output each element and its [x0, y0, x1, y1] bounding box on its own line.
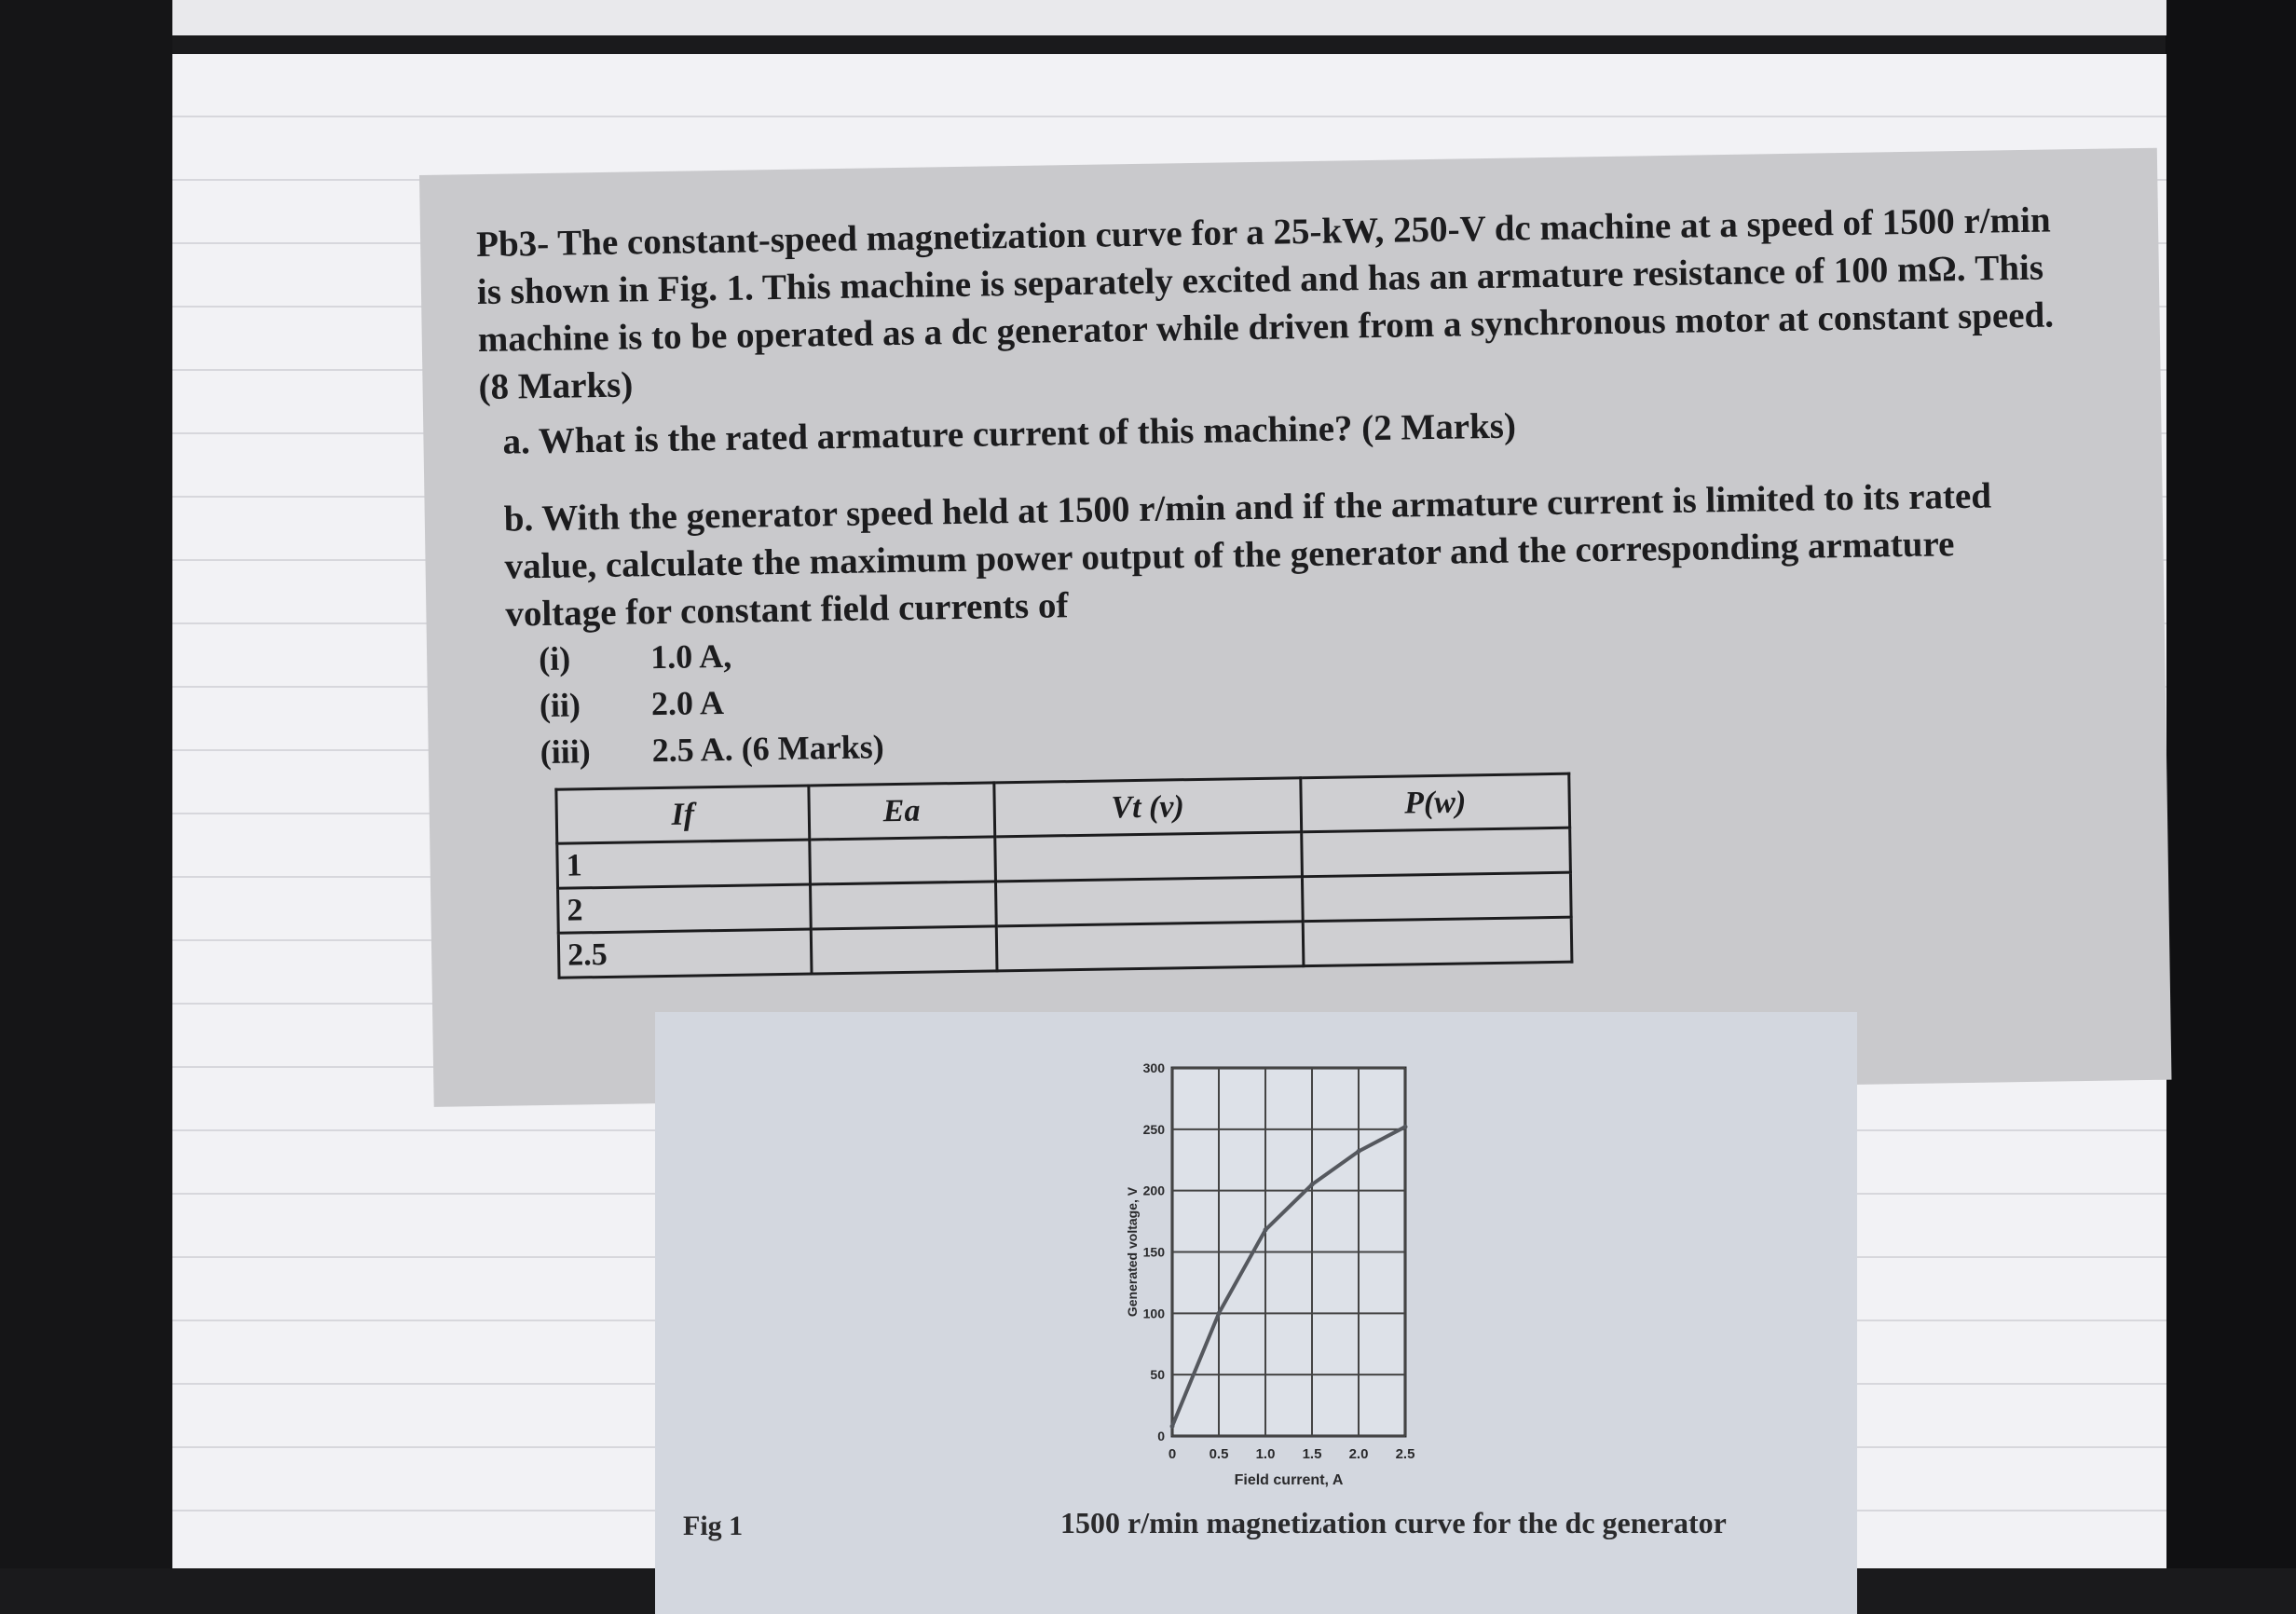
x-tick-label: 2.0	[1348, 1446, 1369, 1462]
table-cell	[811, 882, 996, 929]
row-label-2: 2	[558, 884, 812, 933]
option-iii-number: (iii)	[540, 732, 592, 772]
y-tick-label: 50	[1150, 1367, 1165, 1383]
figure-label: Fig 1	[683, 1511, 744, 1541]
y-tick-label: 200	[1142, 1183, 1165, 1198]
screen-top-strip	[172, 0, 2166, 35]
x-axis-label: Field current, A	[1234, 1472, 1344, 1488]
data-point	[1170, 1424, 1175, 1429]
table-cell	[810, 837, 995, 884]
option-i-text: 1.0 A,	[649, 636, 732, 677]
row-label-1: 1	[557, 840, 811, 888]
y-tick-label: 0	[1157, 1429, 1165, 1443]
x-tick-label: 2.5	[1395, 1446, 1415, 1462]
x-tick-label: 1.0	[1255, 1446, 1276, 1462]
problem-intro: Pb3- The constant-speed magnetization curve for a 25-kW, 250-V dc machine at a speed of 1500 r/min is shown in Fig. 1. This machine is separately excited and has an armature resistance of 100 mΩ. This machine is to be operated as a dc generator while driven from a synchronous motor at constant speed. (8 Marks)	[475, 199, 2055, 408]
table-cell	[1303, 917, 1572, 966]
data-point	[1357, 1149, 1361, 1154]
figure-panel	[655, 1012, 1857, 1614]
screen-background	[172, 54, 2166, 1568]
data-point	[1403, 1125, 1408, 1129]
option-ii	[540, 683, 725, 725]
device-bezel-left	[0, 0, 172, 1568]
option-ii-text: 2.0 A	[650, 683, 725, 723]
option-iii-text: 2.5 A. (6 Marks)	[651, 728, 884, 770]
header-terminal-voltage: Vt (v)	[993, 778, 1301, 837]
row-label-3: 2.5	[558, 929, 812, 978]
option-iii	[540, 727, 884, 772]
option-ii-number: (ii)	[539, 686, 581, 725]
header-power: P(w)	[1301, 773, 1570, 832]
table-cell	[1302, 872, 1571, 922]
y-tick-label: 250	[1142, 1121, 1165, 1137]
answer-table	[554, 773, 1573, 979]
data-point	[1310, 1183, 1315, 1187]
header-field-current: If	[556, 786, 810, 843]
x-tick-label: 0	[1168, 1446, 1177, 1462]
data-point	[1264, 1227, 1268, 1232]
option-i-number: (i)	[538, 639, 571, 678]
figure-caption: 1500 r/min magnetization curve for the dc generator	[1060, 1506, 1727, 1539]
y-tick-label: 300	[1142, 1060, 1165, 1075]
question-panel	[419, 148, 2171, 1107]
table-cell	[995, 877, 1303, 926]
y-axis-label: Generated voltage, V	[1125, 1186, 1140, 1318]
x-tick-label: 1.5	[1302, 1446, 1322, 1462]
device-bezel-right	[2166, 0, 2296, 1568]
table-cell	[1302, 828, 1571, 877]
table-cell	[994, 832, 1302, 882]
part-b-question: b. With the generator speed held at 1500 r/min and if the armature current is limited to its rated value, calculate the maximum power output of the generator and the corresponding armature voltage for constant field currents of	[503, 475, 1992, 635]
table-cell	[996, 922, 1304, 971]
y-tick-label: 150	[1142, 1244, 1165, 1260]
header-generated-voltage: Ea	[809, 783, 994, 840]
y-tick-label: 100	[1142, 1306, 1165, 1321]
option-i	[539, 636, 732, 678]
table-cell	[811, 926, 996, 974]
data-point	[1217, 1311, 1222, 1316]
part-a-question: a. What is the rated armature current of this machine? (2 Marks)	[502, 405, 1517, 462]
x-tick-label: 0.5	[1209, 1446, 1229, 1462]
